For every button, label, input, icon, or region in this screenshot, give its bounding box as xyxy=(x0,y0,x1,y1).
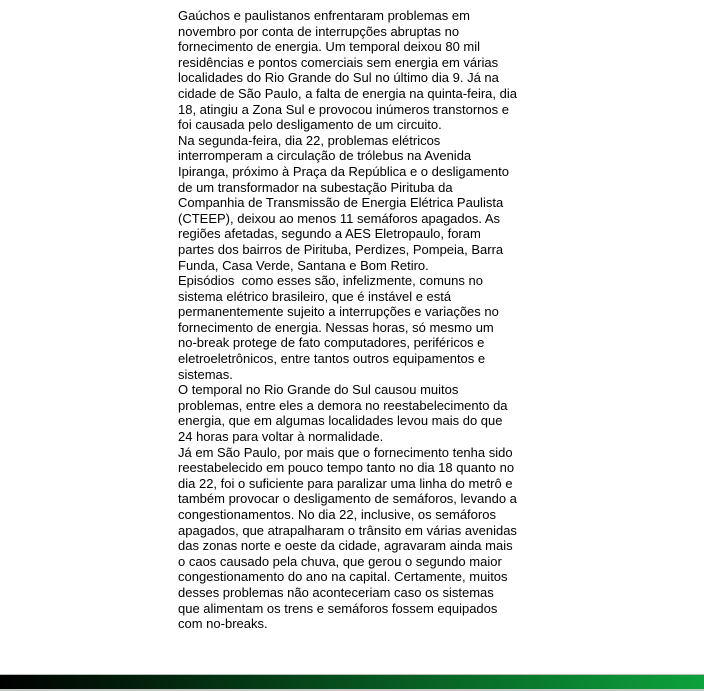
text-line: também provocar o desligamento de semáforos, levando a xyxy=(178,491,517,507)
text-line: Ipiranga, próximo à Praça da República e o desligamento xyxy=(178,163,509,179)
text-line: localidades do Rio Grande do Sul no último dia 9. Já na xyxy=(178,70,499,86)
text-line: de um transformador na subestação Pirituba da xyxy=(178,179,453,195)
text-line: Na segunda-feira, dia 22, problemas elétricos xyxy=(178,132,441,148)
text-line: sistema elétrico brasileiro, que é instável e está xyxy=(178,288,452,304)
text-line: o caos causado pela chuva, que gerou o segundo maior xyxy=(178,553,502,569)
text-line: apagados, que atrapalharam o trânsito em várias avenidas xyxy=(178,522,517,538)
text-line: Já em São Paulo, por mais que o fornecimento tenha sido xyxy=(178,444,513,460)
text-line: novembro por conta de interrupções abruptas no xyxy=(178,23,460,39)
text-line: cidade de São Paulo, a falta de energia na quinta-feira, dia xyxy=(178,85,517,101)
text-line: fornecimento de energia. Um temporal deixou 80 mil xyxy=(178,39,481,55)
text-line: O temporal no Rio Grande do Sul causou muitos xyxy=(178,382,459,398)
text-line: (CTEEP), deixou ao menos 11 semáforos apagados. As xyxy=(178,210,501,226)
article-text xyxy=(178,8,538,632)
footer-gradient-bar xyxy=(0,674,704,691)
text-line: regiões afetadas, segundo a AES Eletropaulo, foram xyxy=(178,226,481,242)
text-line: reestabelecido em pouco tempo tanto no dia 18 quanto no xyxy=(178,460,515,476)
text-line: desses problemas não aconteceriam caso os sistemas xyxy=(178,584,494,600)
text-line: 18, atingiu a Zona Sul e provocou inúmeros transtornos e xyxy=(178,101,509,117)
text-line: foi causada pelo desligamento de um circuito. xyxy=(178,117,442,133)
text-line: energia, que em algumas localidades levou mais do que xyxy=(178,413,503,429)
text-line: congestionamento do ano na capital. Certamente, muitos xyxy=(178,569,508,585)
text-line: sistemas. xyxy=(178,366,233,382)
text-line: 24 horas para voltar à normalidade. xyxy=(178,429,384,445)
text-line: no-break protege de fato computadores, periféricos e xyxy=(178,335,485,351)
text-line: residências e pontos comerciais sem energia em várias xyxy=(178,54,499,70)
text-line: interromperam a circulação de trólebus na Avenida xyxy=(178,148,472,164)
text-line: Episódios como esses são, infelizmente, comuns no xyxy=(178,273,483,289)
text-line: dia 22, foi o suficiente para paralizar uma linha do metrô e xyxy=(178,475,513,491)
text-line: congestionamentos. No dia 22, inclusive, os semáforos xyxy=(178,507,496,522)
text-line: Companhia de Transmissão de Energia Elétrica Paulista xyxy=(178,195,504,211)
text-line: das zonas norte e oeste da cidade, agravaram ainda mais xyxy=(178,538,513,554)
text-line: eletroeletrônicos, entre tantos outros equipamentos e xyxy=(178,351,486,367)
text-line: Funda, Casa Verde, Santana e Bom Retiro. xyxy=(178,257,429,273)
text-line: permanentemente sujeito a interrupções e variações no xyxy=(178,304,499,320)
text-line: que alimentam os trens e semáforos fossem equipados xyxy=(178,600,498,616)
text-line: problemas, entre eles a demora no reestabelecimento da xyxy=(178,397,508,413)
text-line: Gaúchos e paulistanos enfrentaram problemas em xyxy=(178,8,470,23)
text-line: partes dos bairros de Pirituba, Perdizes, Pompeia, Barra xyxy=(178,241,504,257)
text-line: fornecimento de energia. Nessas horas, só mesmo um xyxy=(178,319,494,335)
text-line: com no-breaks. xyxy=(178,616,268,632)
